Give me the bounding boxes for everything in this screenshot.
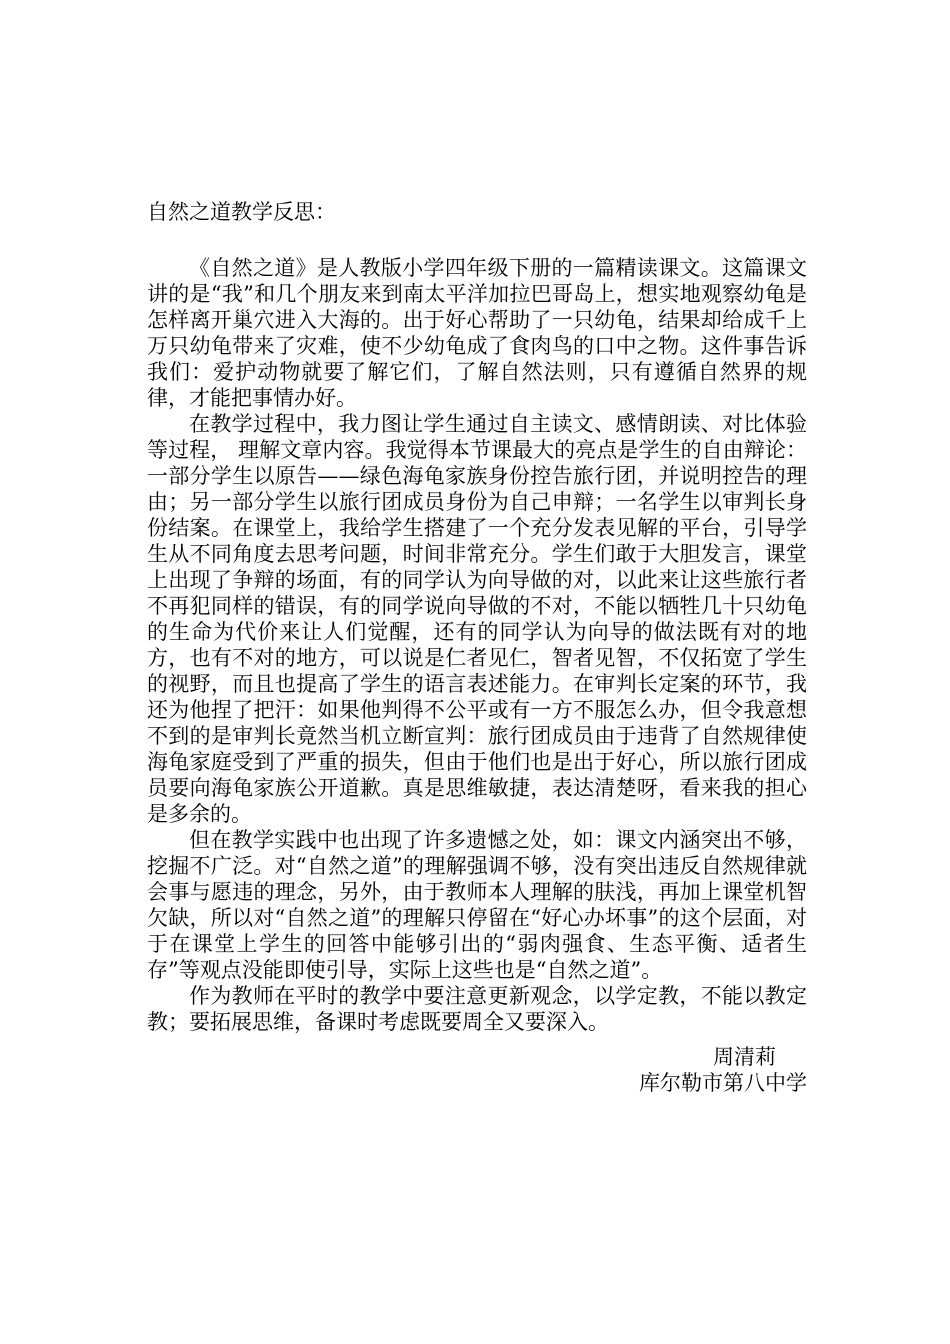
paragraph-conclusion: 作为教师在平时的教学中要注意更新观念，以学定教，不能以教定教；要拓展思维，备课时考虑既要周全又要深入。 [147,984,807,1034]
author-name: 周清莉 [713,1045,776,1069]
document-body [147,199,807,1035]
title-spacer [147,225,807,255]
paragraph-teaching-process: 在教学过程中，我力图让学生通过自主读文、感情朗读、对比体验等过程， 理解文章内容。我觉得本节课最大的亮点是学生的自由辩论：一部分学生以原告——绿色海龟家族身份控告旅行团，并说明控告的理由；另一部分学生以旅行团成员身份为自己申辩；一名学生以审判长身份结案。在课堂上，我给学生搭建了一个充分发表见解的平台，引导学生从不同角度去思考问题，时间非常充分。学生们敢于大胆发言，课堂上出现了争辩的场面，有的同学认为向导做的对，以此来让这些旅行者不再犯同样的错误，有的同学说向导做的不对，不能以牺牲几十只幼龟的生命为代价来让人们觉醒，还有的同学认为向导的做法既有对的地方，也有不对的地方，可以说是仁者见仁，智者见智，不仅拓宽了学生的视野，而且也提高了学生的语言表述能力。在审判长定案的环节，我还为他捏了把汗：如果他判得不公平或有一方不服怎么办，但令我意想不到的是审判长竟然当机立断宣判：旅行团成员由于违背了自然规律使海龟家庭受到了严重的损失，但由于他们也是出于好心，所以旅行团成员要向海龟家族公开道歉。真是思维敏捷，表达清楚呀，看来我的担心是多余的。 [147,412,807,826]
school-name: 库尔勒市第八中学 [639,1071,807,1095]
signature-block [147,1044,807,1096]
document-title: 自然之道教学反思： [147,200,336,224]
paragraph-regrets: 但在教学实践中也出现了许多遗憾之处，如：课文内涵突出不够，挖掘不广泛。对“自然之道”的理解强调不够，没有突出违反自然规律就会事与愿违的理念，另外，由于教师本人理解的肤浅，再加上课堂机智欠缺，所以对“自然之道”的理解只停留在“好心办坏事”的这个层面，对于在课堂上学生的回答中能够引出的“弱肉强食、生态平衡、适者生存”等观点没能即使引导，实际上这些也是“自然之道”。 [147,828,807,982]
paragraph-intro: 《自然之道》是人教版小学四年级下册的一篇精读课文。这篇课文讲的是“我”和几个朋友来到南太平洋加拉巴哥岛上，想实地观察幼龟是怎样离开巢穴进入大海的。出于好心帮助了一只幼龟，结果却给成千上万只幼龟带来了灾难，使不少幼龟成了食肉鸟的口中之物。这件事告诉我们：爱护动物就要了解它们，了解自然法则，只有遵循自然界的规律，才能把事情办好。 [147,256,807,410]
